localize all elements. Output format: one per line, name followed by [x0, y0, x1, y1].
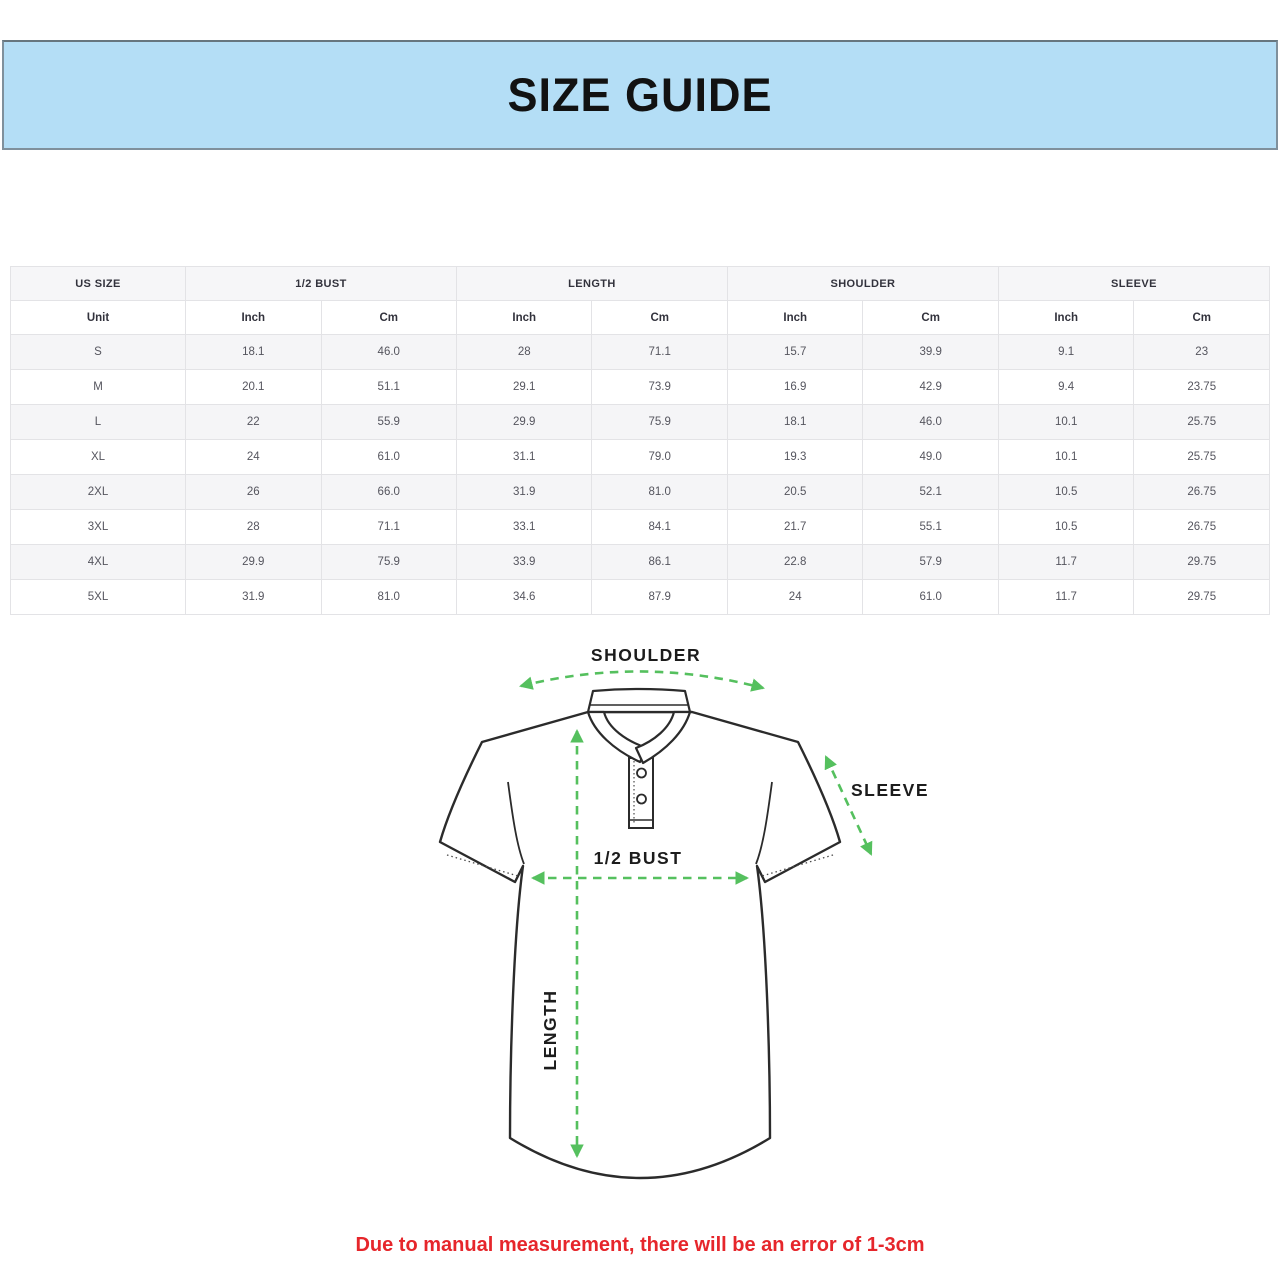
value-cell: 23.75	[1134, 370, 1270, 405]
value-cell: 10.1	[998, 405, 1133, 440]
value-cell: 28	[186, 510, 321, 545]
value-cell: 29.9	[186, 545, 321, 580]
col-header-sleeve: SLEEVE	[998, 267, 1269, 301]
shoulder-arrow	[521, 671, 763, 688]
size-cell: 3XL	[11, 510, 186, 545]
value-cell: 75.9	[592, 405, 727, 440]
value-cell: 15.7	[727, 335, 862, 370]
unit-header: Inch	[727, 301, 862, 335]
value-cell: 18.1	[727, 405, 862, 440]
value-cell: 19.3	[727, 440, 862, 475]
value-cell: 81.0	[321, 580, 456, 615]
col-header-us-size: US SIZE	[11, 267, 186, 301]
value-cell: 24	[727, 580, 862, 615]
value-cell: 31.9	[456, 475, 591, 510]
value-cell: 33.1	[456, 510, 591, 545]
col-header-length: LENGTH	[456, 267, 727, 301]
measurement-note: Due to manual measurement, there will be an error of 1-3cm	[355, 1234, 925, 1256]
value-cell: 61.0	[321, 440, 456, 475]
col-header-half-bust: 1/2 BUST	[186, 267, 457, 301]
value-cell: 29.9	[456, 405, 591, 440]
table-row	[11, 335, 1270, 370]
polo-shirt-diagram	[420, 630, 940, 1210]
value-cell: 52.1	[863, 475, 998, 510]
table-row	[11, 545, 1270, 580]
value-cell: 25.75	[1134, 405, 1270, 440]
value-cell: 81.0	[592, 475, 727, 510]
size-cell: XL	[11, 440, 186, 475]
value-cell: 46.0	[321, 335, 456, 370]
value-cell: 26	[186, 475, 321, 510]
value-cell: 55.1	[863, 510, 998, 545]
value-cell: 57.9	[863, 545, 998, 580]
page-title: SIZE GUIDE	[507, 67, 773, 122]
size-table	[10, 266, 1270, 615]
table-group-header-row	[11, 267, 1270, 301]
value-cell: 42.9	[863, 370, 998, 405]
table-row	[11, 510, 1270, 545]
size-guide-banner	[2, 40, 1278, 150]
shoulder-label: SHOULDER	[590, 645, 702, 665]
col-header-shoulder: SHOULDER	[727, 267, 998, 301]
value-cell: 39.9	[863, 335, 998, 370]
value-cell: 31.1	[456, 440, 591, 475]
value-cell: 24	[186, 440, 321, 475]
unit-header: Unit	[11, 301, 186, 335]
size-cell: S	[11, 335, 186, 370]
value-cell: 29.75	[1134, 545, 1270, 580]
table-row	[11, 405, 1270, 440]
unit-header: Cm	[321, 301, 456, 335]
value-cell: 11.7	[998, 580, 1133, 615]
size-cell: 4XL	[11, 545, 186, 580]
bust-label: 1/2 BUST	[593, 848, 683, 868]
unit-header: Inch	[186, 301, 321, 335]
value-cell: 23	[1134, 335, 1270, 370]
value-cell: 84.1	[592, 510, 727, 545]
button-top	[637, 769, 646, 778]
value-cell: 10.1	[998, 440, 1133, 475]
table-unit-header-row	[11, 301, 1270, 335]
value-cell: 87.9	[592, 580, 727, 615]
value-cell: 20.5	[727, 475, 862, 510]
unit-header: Inch	[998, 301, 1133, 335]
collar-band	[588, 689, 690, 712]
size-cell: 2XL	[11, 475, 186, 510]
value-cell: 10.5	[998, 475, 1133, 510]
size-cell: M	[11, 370, 186, 405]
unit-header: Cm	[1134, 301, 1270, 335]
sleeve-label: SLEEVE	[850, 780, 930, 800]
button-bottom	[637, 795, 646, 804]
value-cell: 11.7	[998, 545, 1133, 580]
value-cell: 55.9	[321, 405, 456, 440]
value-cell: 25.75	[1134, 440, 1270, 475]
value-cell: 29.1	[456, 370, 591, 405]
unit-header: Cm	[592, 301, 727, 335]
value-cell: 20.1	[186, 370, 321, 405]
value-cell: 9.1	[998, 335, 1133, 370]
table-row	[11, 475, 1270, 510]
size-cell: L	[11, 405, 186, 440]
value-cell: 61.0	[863, 580, 998, 615]
value-cell: 28	[456, 335, 591, 370]
value-cell: 73.9	[592, 370, 727, 405]
value-cell: 75.9	[321, 545, 456, 580]
value-cell: 79.0	[592, 440, 727, 475]
value-cell: 22	[186, 405, 321, 440]
value-cell: 46.0	[863, 405, 998, 440]
table-row	[11, 440, 1270, 475]
size-cell: 5XL	[11, 580, 186, 615]
value-cell: 26.75	[1134, 475, 1270, 510]
value-cell: 26.75	[1134, 510, 1270, 545]
table-row	[11, 580, 1270, 615]
value-cell: 49.0	[863, 440, 998, 475]
value-cell: 51.1	[321, 370, 456, 405]
value-cell: 71.1	[592, 335, 727, 370]
value-cell: 31.9	[186, 580, 321, 615]
value-cell: 29.75	[1134, 580, 1270, 615]
unit-header: Cm	[863, 301, 998, 335]
value-cell: 66.0	[321, 475, 456, 510]
value-cell: 34.6	[456, 580, 591, 615]
unit-header: Inch	[456, 301, 591, 335]
value-cell: 10.5	[998, 510, 1133, 545]
value-cell: 18.1	[186, 335, 321, 370]
value-cell: 22.8	[727, 545, 862, 580]
length-label: LENGTH	[540, 989, 560, 1071]
table-row	[11, 370, 1270, 405]
value-cell: 9.4	[998, 370, 1133, 405]
value-cell: 16.9	[727, 370, 862, 405]
value-cell: 86.1	[592, 545, 727, 580]
value-cell: 21.7	[727, 510, 862, 545]
value-cell: 71.1	[321, 510, 456, 545]
value-cell: 33.9	[456, 545, 591, 580]
